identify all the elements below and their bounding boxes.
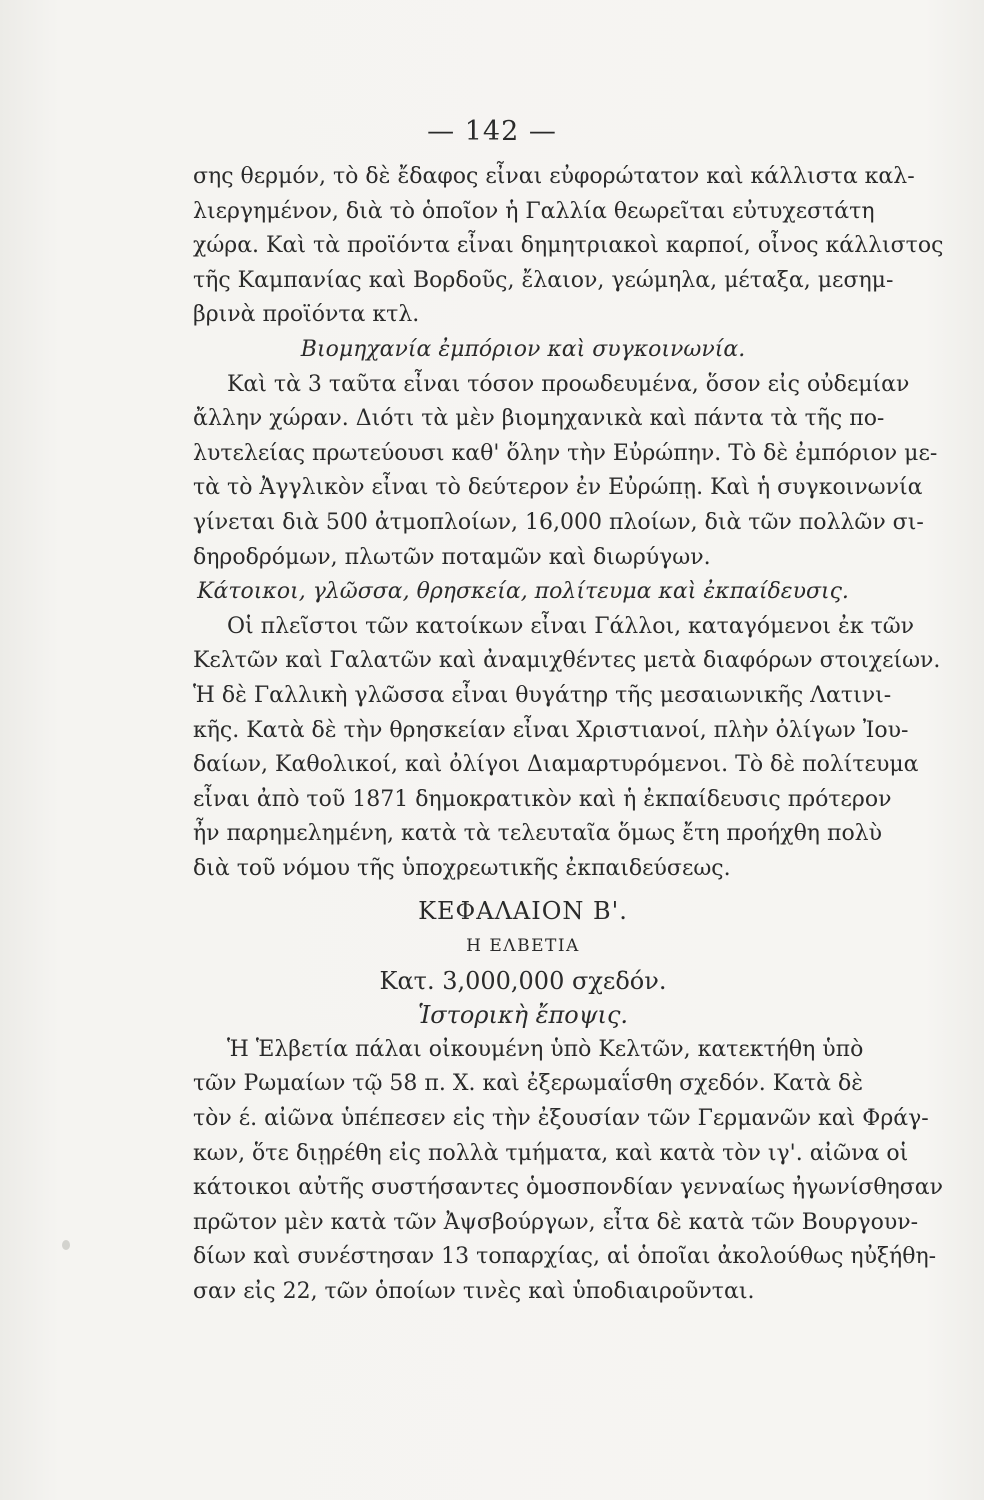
chapter-title: ΚΕΦΑΛΑΙΟΝ Β'. [418, 897, 628, 926]
text-line: τῆς Καμπανίας καὶ Βορδοῦς, ἔλαιον, γεώμηλα, μέταξα, μεσημ- [193, 267, 894, 293]
text-line: κῆς. Κατὰ δὲ τὴν θρησκείαν εἶναι Χριστιανοί, πλὴν ὀλίγων Ἰου- [193, 717, 909, 743]
text-line: πρῶτον μὲν κατὰ τῶν Ἀψσβούργων, εἶτα δὲ κατὰ τῶν Βουργουν- [193, 1209, 919, 1235]
text-line: χώρα. Καὶ τὰ προϊόντα εἶναι δημητριακοὶ καρποί, οἶνος κάλλιστος [193, 233, 944, 259]
paragraph-first-line: Καὶ τὰ 3 ταῦτα εἶναι τόσον προωδευμένα, ὅσον εἰς οὐδεμίαν [227, 371, 910, 397]
text-line: γίνεται διὰ 500 ἀτμοπλοίων, 16,000 πλοίων, διὰ τῶν πολλῶν σι- [193, 509, 924, 535]
text-line: τὸν έ. αἰῶνα ὑπέπεσεν εἰς τὴν ἐξουσίαν τῶν Γερμανῶν καὶ Φράγ- [193, 1106, 929, 1132]
country-title: Η ΕΛΒΕΤΙΑ [466, 936, 580, 957]
population-line: Κατ. 3,000,000 σχεδόν. [379, 966, 667, 995]
text-line: δίων καὶ συνέστησαν 13 τοπαρχίας, αἱ ὁποῖαι ἀκολούθως ηὐξήθη- [193, 1244, 937, 1270]
section-heading: Ἱστορικὴ ἔποψις. [417, 1001, 629, 1030]
text-line: ἄλλην χώραν. Διότι τὰ μὲν βιομηχανικὰ καὶ πάντα τὰ τῆς πο- [193, 406, 885, 432]
text-line: Ἡ δὲ Γαλλικὴ γλῶσσα εἶναι θυγάτηρ τῆς μεσαιωνικῆς Λατινι- [193, 682, 892, 708]
paragraph-first-line: Οἱ πλεῖστοι τῶν κατοίκων εἶναι Γάλλοι, καταγόμενοι ἐκ τῶν [227, 613, 915, 639]
text-line: σης θερμόν, τὸ δὲ ἔδαφος εἶναι εὐφορώτατον καὶ κάλλιστα καλ- [193, 164, 915, 189]
text-line: κάτοικοι αὐτῆς συστήσαντες ὁμοσπονδίαν γενναίως ἠγωνίσθησαν [193, 1175, 944, 1201]
text-line: λιεργημένον, διὰ τὸ ὁποῖον ἡ Γαλλία θεωρεῖται εὐτυχεστάτη [193, 198, 875, 224]
text-line: δηροδρόμων, πλωτῶν ποταμῶν καὶ διωρύγων. [193, 544, 711, 570]
text-line: δαίων, Καθολικοί, καὶ ὀλίγοι Διαμαρτυρόμενοι. Τὸ δὲ πολίτευμα [193, 752, 919, 778]
paragraph-first-line: Ἡ Ἑλβετία πάλαι οἰκουμένη ὑπὸ Κελτῶν, κατεκτήθη ὑπὸ [227, 1036, 864, 1062]
section-heading: Βιομηχανία ἐμπόριον καὶ συγκοινωνία. [300, 336, 746, 362]
text-line: Κελτῶν καὶ Γαλατῶν καὶ ἀναμιχθέντες μετὰ διαφόρων στοιχείων. [193, 648, 941, 674]
text-line: κων, ὅτε διῃρέθη εἰς πολλὰ τμήματα, καὶ κατὰ τὸν ιγ'. αἰῶνα οἱ [193, 1140, 909, 1166]
text-line: διὰ τοῦ νόμου τῆς ὑποχρεωτικῆς ἐκπαιδεύσεως. [193, 855, 731, 881]
text-line: λυτελείας πρωτεύουσι καθ' ὅλην τὴν Εὐρώπην. Τὸ δὲ ἐμπόριον με- [193, 440, 938, 466]
page-number: — 142 — [427, 116, 557, 147]
text-line: ἦν παρημελημένη, κατὰ τὰ τελευταῖα ὅμως ἔτη προήχθη πολὺ [193, 821, 883, 847]
text-line: σαν εἰς 22, τῶν ὁποίων τινὲς καὶ ὑποδιαιροῦνται. [193, 1279, 755, 1304]
section-heading: Κάτοικοι, γλῶσσα, θρησκεία, πολίτευμα καὶ ἐκπαίδευσις. [197, 579, 849, 605]
text-line: τῶν Ρωμαίων τῷ 58 π. Χ. καὶ ἐξερωμαΐσθη σχεδόν. Κατὰ δὲ [193, 1071, 864, 1097]
paper-stain [62, 1240, 70, 1250]
text-line: βρινὰ προϊόντα κτλ. [193, 302, 420, 328]
text-line: τὰ τὸ Ἀγγλικὸν εἶναι τὸ δεύτερον ἐν Εὐρώπῃ. Καὶ ἡ συγκοινωνία [193, 475, 923, 501]
text-line: εἶναι ἀπὸ τοῦ 1871 δημοκρατικὸν καὶ ἡ ἐκπαίδευσις πρότερον [193, 786, 892, 812]
page-body [193, 160, 944, 1310]
